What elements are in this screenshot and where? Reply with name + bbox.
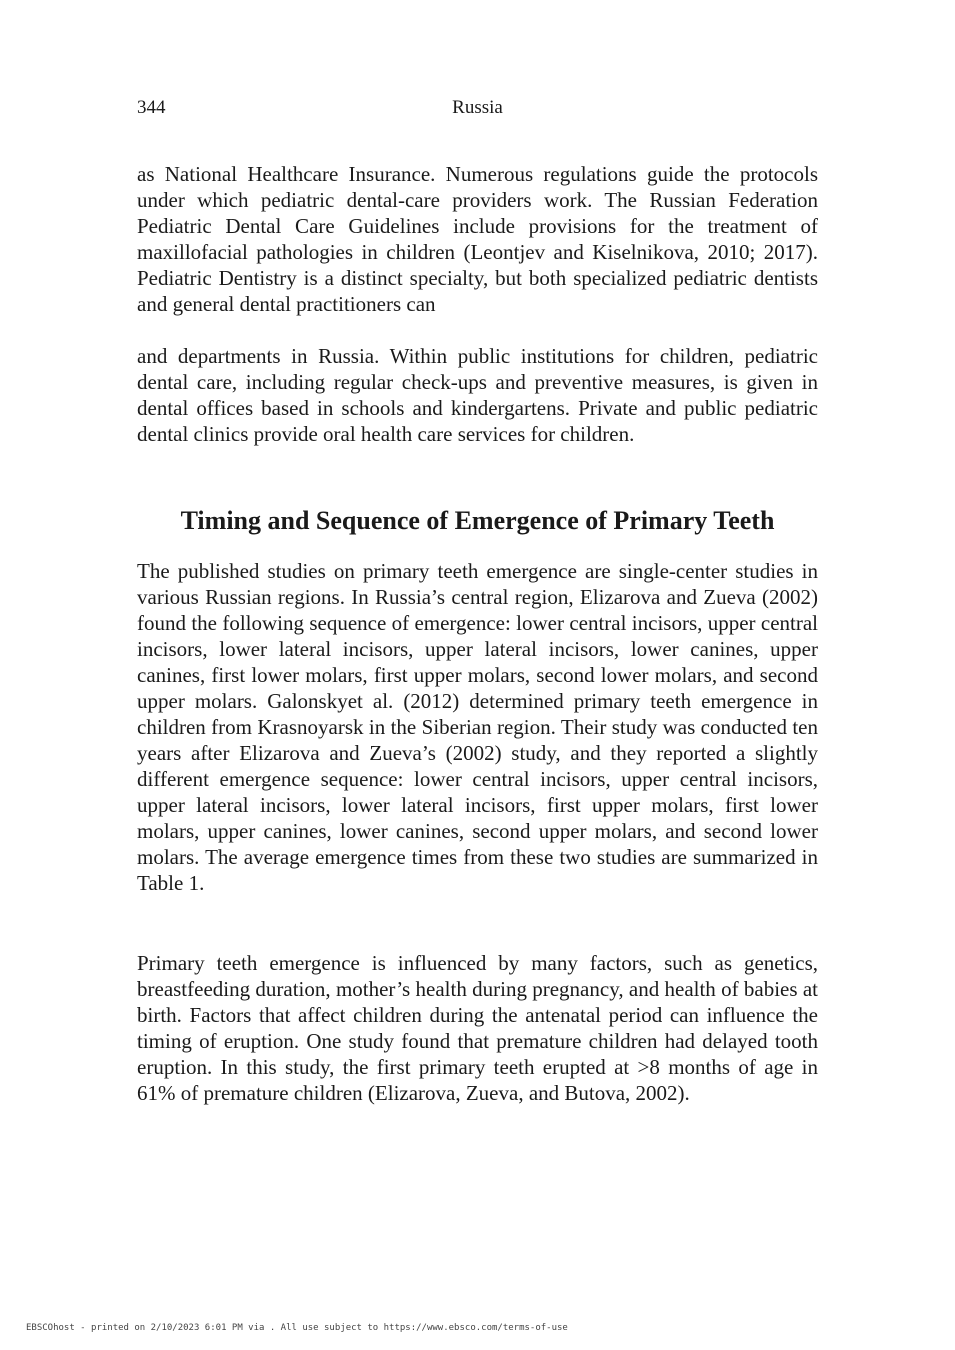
- print-footer: EBSCOhost - printed on 2/10/2023 6:01 PM via . All use subject to https://www.ebsco.com/terms-of-use: [26, 1323, 568, 1333]
- section-heading: Timing and Sequence of Emergence of Primary Teeth: [180, 506, 775, 535]
- page-number: 344: [137, 97, 166, 118]
- paragraph-emergence-studies: The published studies on primary teeth emergence are single-center studies in various Russian regions. In Russia’s central region, Elizarova and Zueva (2002) found the following sequence of emergence: lower central incisors, upper central incisors, lower lateral incisors, upper lateral incisors, lower canines, upper canines, first lower molars, first upper molars, second lower molars, and second upper molars. Galonskyet al. (2012) determined primary teeth emergence in children from Krasnoyarsk in the Siberian region. Their study was conducted ten years after Elizarova and Zueva’s (2002) study, and they reported a slightly different emergence sequence: lower central incisors, upper central incisors, upper lateral incisors, lower lateral incisors, first upper molars, first lower molars, upper canines, lower canines, second upper molars, and second lower molars. The average emergence times from these two studies are summarized in Table 1.: [137, 559, 818, 895]
- paragraph-emergence-factors: Primary teeth emergence is influenced by many factors, such as genetics, breastfeeding duration, mother’s health during pregnancy, and health of babies at birth. Factors that affect children during the antenatal period can influence the timing of eruption. One study found that premature children had delayed tooth eruption. In this study, the first primary teeth erupted at >8 months of age in 61% of premature children (Elizarova, Zueva, and Butova, 2002).: [137, 951, 818, 1105]
- paragraph-continued: as National Healthcare Insurance. Numerous regulations guide the protocols under which pediatric dental-care providers work. The Russian Federation Pediatric Dental Care Guidelines include provisions for the treatment of maxillofacial pathologies in children (Leontjev and Kiselnikova, 2010; 2017). Pediatric Dentistry is a distinct specialty, but both specialized pediatric dentists and general dental practitioners can: [137, 162, 818, 316]
- paragraph-dental-institutions: and departments in Russia. Within public institutions for children, pediatric dental care, including regular check-ups and preventive measures, is given in dental offices based in schools and kindergartens. Private and public pediatric dental clinics provide oral health care services for children.: [137, 344, 818, 446]
- running-title: Russia: [452, 97, 503, 118]
